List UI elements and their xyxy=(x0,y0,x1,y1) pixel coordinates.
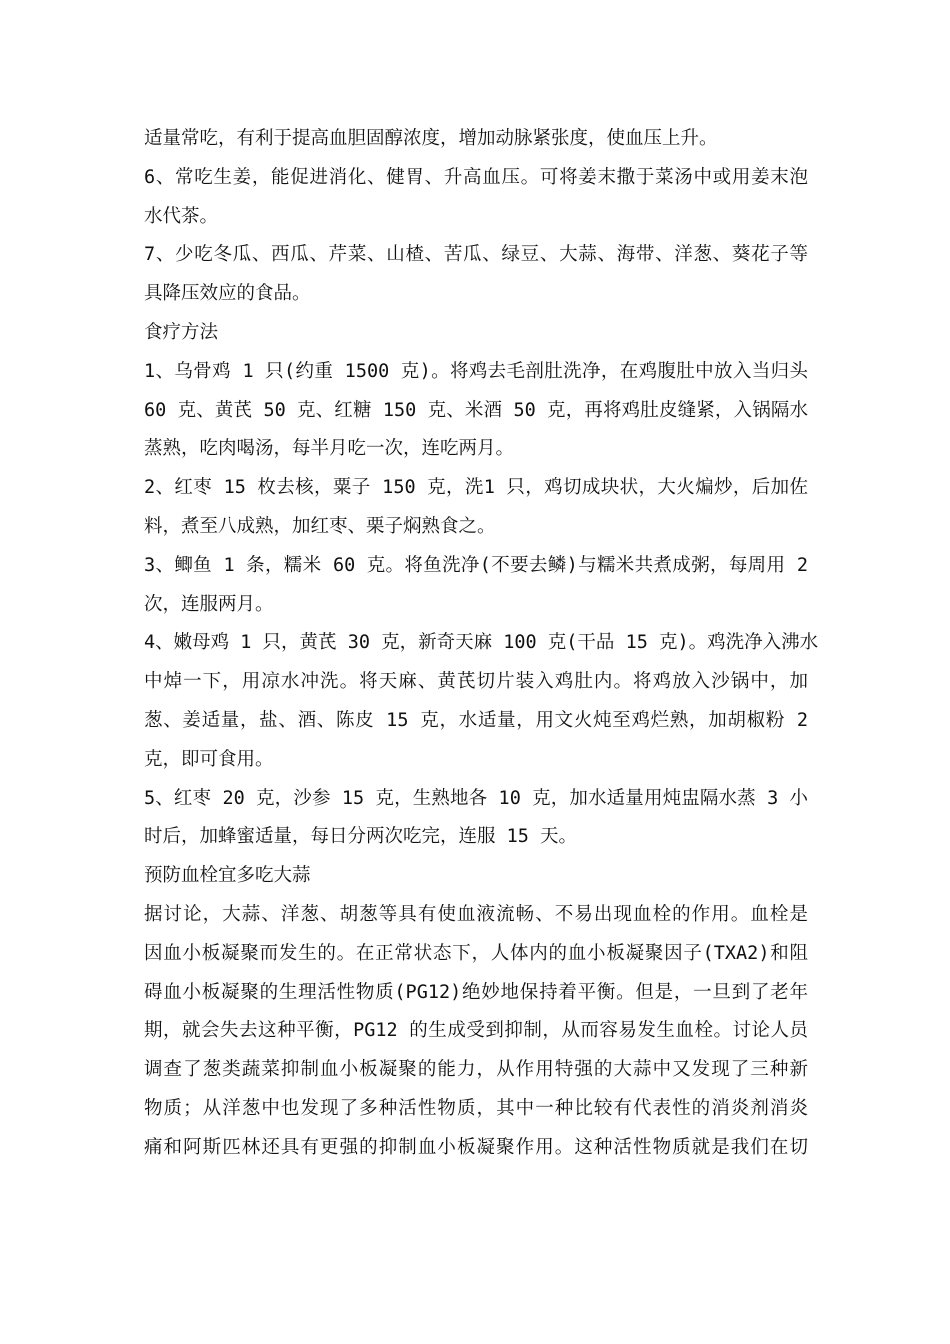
text-line: 5、红枣 20 克，沙参 15 克，生熟地各 10 克，加水适量用炖盅隔水蒸 3 小 xyxy=(144,787,808,809)
text-line: 痛和阿斯匹林还具有更强的抑制血小板凝聚作用。这种活性物质就是我们在切 xyxy=(144,1136,808,1158)
text-line: 1、乌骨鸡 1 只(约重 1500 克)。将鸡去毛剖肚洗净，在鸡腹肚中放入当归头 xyxy=(144,360,808,382)
text-line: 期，就会失去这种平衡，PG12 的生成受到抑制，从而容易发生血栓。讨论人员 xyxy=(144,1020,808,1042)
text-line: 食疗方法 xyxy=(144,321,219,343)
text-line: 中焯一下，用凉水冲洗。将天麻、黄芪切片装入鸡肚内。将鸡放入沙锅中，加 xyxy=(144,671,808,693)
text-line: 葱、姜适量，盐、酒、陈皮 15 克，水适量，用文火炖至鸡烂熟，加胡椒粉 2 xyxy=(144,709,808,731)
text-line: 3、鲫鱼 1 条，糯米 60 克。将鱼洗净(不要去鳞)与糯米共煮成粥，每周用 2 xyxy=(144,554,808,576)
text-line: 物质；从洋葱中也发现了多种活性物质，其中一种比较有代表性的消炎剂消炎 xyxy=(144,1097,808,1119)
text-line: 6、常吃生姜，能促进消化、健胃、升高血压。可将姜末撒于菜汤中或用姜末泡 xyxy=(144,166,808,188)
text-line: 具降压效应的食品。 xyxy=(144,283,311,305)
text-line: 7、少吃冬瓜、西瓜、芹菜、山楂、苦瓜、绿豆、大蒜、海带、洋葱、葵花子等 xyxy=(144,244,808,266)
text-line: 次，连服两月。 xyxy=(144,593,274,615)
text-line: 水代茶。 xyxy=(144,205,219,227)
text-line: 克，即可食用。 xyxy=(144,748,274,770)
text-line: 4、嫩母鸡 1 只，黄芪 30 克，新奇天麻 100 克(干品 15 克)。鸡洗净入沸水 xyxy=(144,632,819,654)
text-line: 调查了葱类蔬菜抑制血小板凝聚的能力，从作用特强的大蒜中又发现了三种新 xyxy=(144,1059,808,1081)
text-line: 因血小板凝聚而发生的。在正常状态下，人体内的血小板凝聚因子(TXA2)和阻 xyxy=(144,942,808,964)
text-line: 60 克、黄芪 50 克、红糖 150 克、米酒 50 克，再将鸡肚皮缝紧，入锅隔水 xyxy=(144,399,808,421)
document-page xyxy=(144,120,819,1168)
text-line: 料，煮至八成熟，加红枣、栗子焖熟食之。 xyxy=(144,515,496,537)
text-line: 据讨论，大蒜、洋葱、胡葱等具有使血液流畅、不易出现血栓的作用。血栓是 xyxy=(144,903,808,925)
text-line: 2、红枣 15 枚去核，粟子 150 克，洗1 只，鸡切成块状，大火煸炒，后加佐 xyxy=(144,477,808,499)
text-line: 碍血小板凝聚的生理活性物质(PG12)绝妙地保持着平衡。但是，一旦到了老年 xyxy=(144,981,808,1003)
text-line: 蒸熟，吃肉喝汤，每半月吃一次，连吃两月。 xyxy=(144,438,515,460)
text-line: 预防血栓宜多吃大蒜 xyxy=(144,865,311,887)
text-line: 时后，加蜂蜜适量，每日分两次吃完，连服 15 天。 xyxy=(144,826,578,848)
text-line: 适量常吃，有利于提高血胆固醇浓度，增加动脉紧张度，使血压上升。 xyxy=(144,128,718,149)
